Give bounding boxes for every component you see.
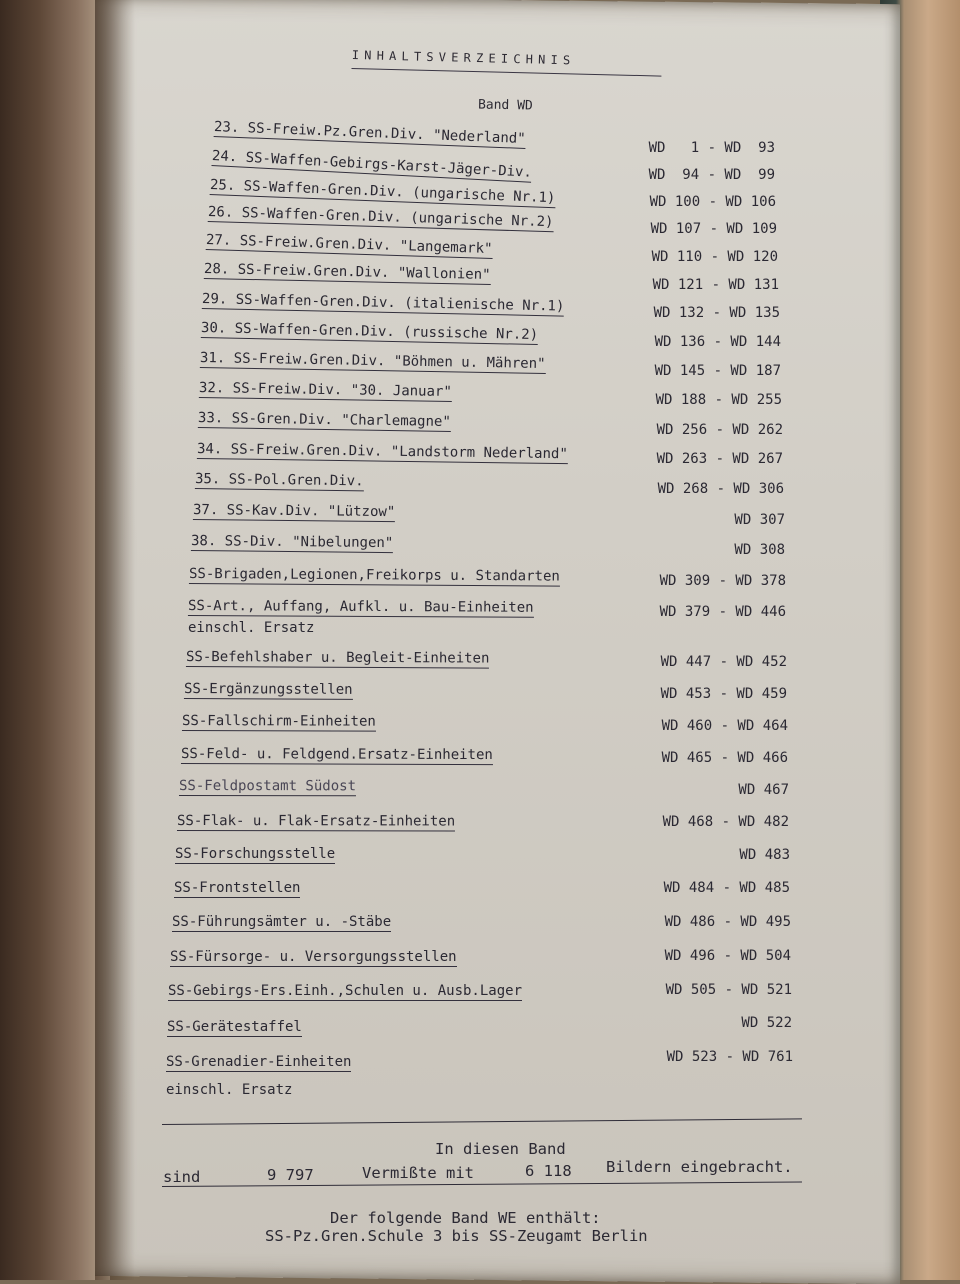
next-volume-line1: Der folgende Band WE enthält:: [330, 1209, 601, 1227]
range-label: WD 145 - WD 187: [654, 363, 781, 379]
range-label: WD 100 - WD 106: [649, 194, 776, 210]
toc-entry: SS-Befehlshaber u. Begleit-Einheiten: [185, 649, 490, 667]
gutter-shadow: [95, 0, 135, 1280]
range-label: WD 486 - WD 495: [664, 914, 791, 930]
toc-entry: SS-Frontstellen: [174, 880, 301, 896]
footer-missing-label: Vermißte mit: [362, 1164, 474, 1182]
toc-entry: 26. SS-Waffen-Gren.Div. (ungarische Nr.2): [207, 204, 554, 231]
range-label: WD 307: [734, 512, 785, 528]
range-label: WD 453 - WD 459: [660, 686, 787, 702]
footer-count-total: 9 797: [267, 1166, 314, 1184]
range-label: WD 484 - WD 485: [663, 880, 790, 896]
range-label: WD 379 - WD 446: [659, 604, 786, 620]
range-label: WD 483: [739, 847, 790, 863]
page-title: INHALTSVERZEICHNIS: [351, 48, 661, 77]
toc-entry: 38. SS-Div. "Nibelungen": [190, 533, 394, 552]
toc-entry: 23. SS-Freiw.Pz.Gren.Div. "Nederland": [213, 119, 526, 147]
range-label: WD 308: [734, 542, 785, 558]
toc-entry: SS-Forschungsstelle: [175, 846, 336, 862]
footer-sind: sind: [163, 1168, 201, 1186]
toc-entry: SS-Gebirgs-Ers.Einh.,Schulen u. Ausb.Lager: [168, 983, 523, 999]
next-volume-line2: SS-Pz.Gren.Schule 3 bis SS-Zeugamt Berlin: [265, 1227, 648, 1245]
range-label: WD 263 - WD 267: [656, 451, 783, 467]
toc-entry: SS-Feld- u. Feldgend.Ersatz-Einheiten: [180, 746, 493, 764]
toc-entry: 27. SS-Freiw.Gren.Div. "Langemark": [205, 232, 493, 257]
toc-entry: 30. SS-Waffen-Gren.Div. (russische Nr.2): [200, 320, 539, 344]
range-label: WD 309 - WD 378: [659, 573, 786, 589]
facing-page-edge: [0, 0, 110, 1280]
range-label: WD 136 - WD 144: [654, 334, 781, 350]
toc-entry-note: einschl. Ersatz: [188, 620, 315, 636]
toc-entry: SS-Art., Auffang, Aufkl. u. Bau-Einheiten: [187, 598, 534, 616]
range-label: WD 188 - WD 255: [655, 392, 782, 408]
toc-entry: SS-Fallschirm-Einheiten: [181, 713, 376, 730]
toc-entry: SS-Flak- u. Flak-Ersatz-Einheiten: [176, 813, 456, 830]
range-label: WD 465 - WD 466: [661, 750, 788, 766]
band-label: Band WD: [477, 97, 533, 114]
range-label: WD 132 - WD 135: [653, 305, 780, 321]
toc-entry: 29. SS-Waffen-Gren.Div. (italienische Nr.1): [201, 291, 565, 315]
range-label: WD 94 - WD 99: [648, 167, 775, 183]
range-label: WD 1 - WD 93: [648, 140, 775, 156]
toc-entry: 37. SS-Kav.Div. "Lützow": [192, 502, 396, 521]
toc-entry: 25. SS-Waffen-Gren.Div. (ungarische Nr.1): [209, 177, 556, 207]
range-label: WD 268 - WD 306: [657, 481, 784, 497]
range-label: WD 460 - WD 464: [661, 718, 788, 734]
toc-entry: 28. SS-Freiw.Gren.Div. "Wallonien": [203, 261, 491, 283]
toc-entry: 34. SS-Freiw.Gren.Div. "Landstorm Nederland": [196, 441, 568, 463]
toc-entry: 33. SS-Gren.Div. "Charlemagne": [197, 410, 451, 430]
toc-entry: SS-Feldpostamt Südost: [178, 778, 357, 795]
footer-count-photos: 6 118: [525, 1162, 572, 1180]
toc-entry: SS-Brigaden,Legionen,Freikorps u. Standarten: [188, 566, 560, 585]
toc-entry: 31. SS-Freiw.Gren.Div. "Böhmen u. Mähren": [199, 350, 546, 373]
range-label: WD 107 - WD 109: [650, 221, 777, 237]
toc-entry-note: einschl. Ersatz: [166, 1082, 293, 1098]
footer-line1: In diesen Band: [435, 1140, 566, 1158]
range-label: WD 523 - WD 761: [666, 1049, 793, 1065]
range-label: WD 467: [738, 782, 789, 798]
footer-photos-label: Bildern eingebracht.: [606, 1158, 793, 1176]
toc-entry: SS-Gerätestaffel: [167, 1019, 302, 1035]
range-label: WD 505 - WD 521: [665, 982, 792, 998]
range-label: WD 522: [741, 1015, 792, 1031]
range-label: WD 468 - WD 482: [662, 814, 789, 830]
toc-entry: SS-Ergänzungsstellen: [183, 681, 353, 698]
toc-entry: 24. SS-Waffen-Gebirgs-Karst-Jäger-Div.: [211, 148, 533, 181]
toc-entry: SS-Fürsorge- u. Versorgungsstellen: [170, 949, 457, 965]
range-label: WD 121 - WD 131: [652, 277, 779, 293]
toc-entry: 35. SS-Pol.Gren.Div.: [194, 471, 364, 490]
toc-entry: 32. SS-Freiw.Div. "30. Januar": [198, 380, 452, 400]
range-label: WD 447 - WD 452: [660, 654, 787, 670]
range-label: WD 496 - WD 504: [664, 948, 791, 964]
range-label: WD 110 - WD 120: [651, 249, 778, 265]
range-label: WD 256 - WD 262: [656, 422, 783, 438]
toc-entry: SS-Führungsämter u. -Stäbe: [172, 914, 392, 930]
toc-entry: SS-Grenadier-Einheiten: [166, 1054, 352, 1070]
